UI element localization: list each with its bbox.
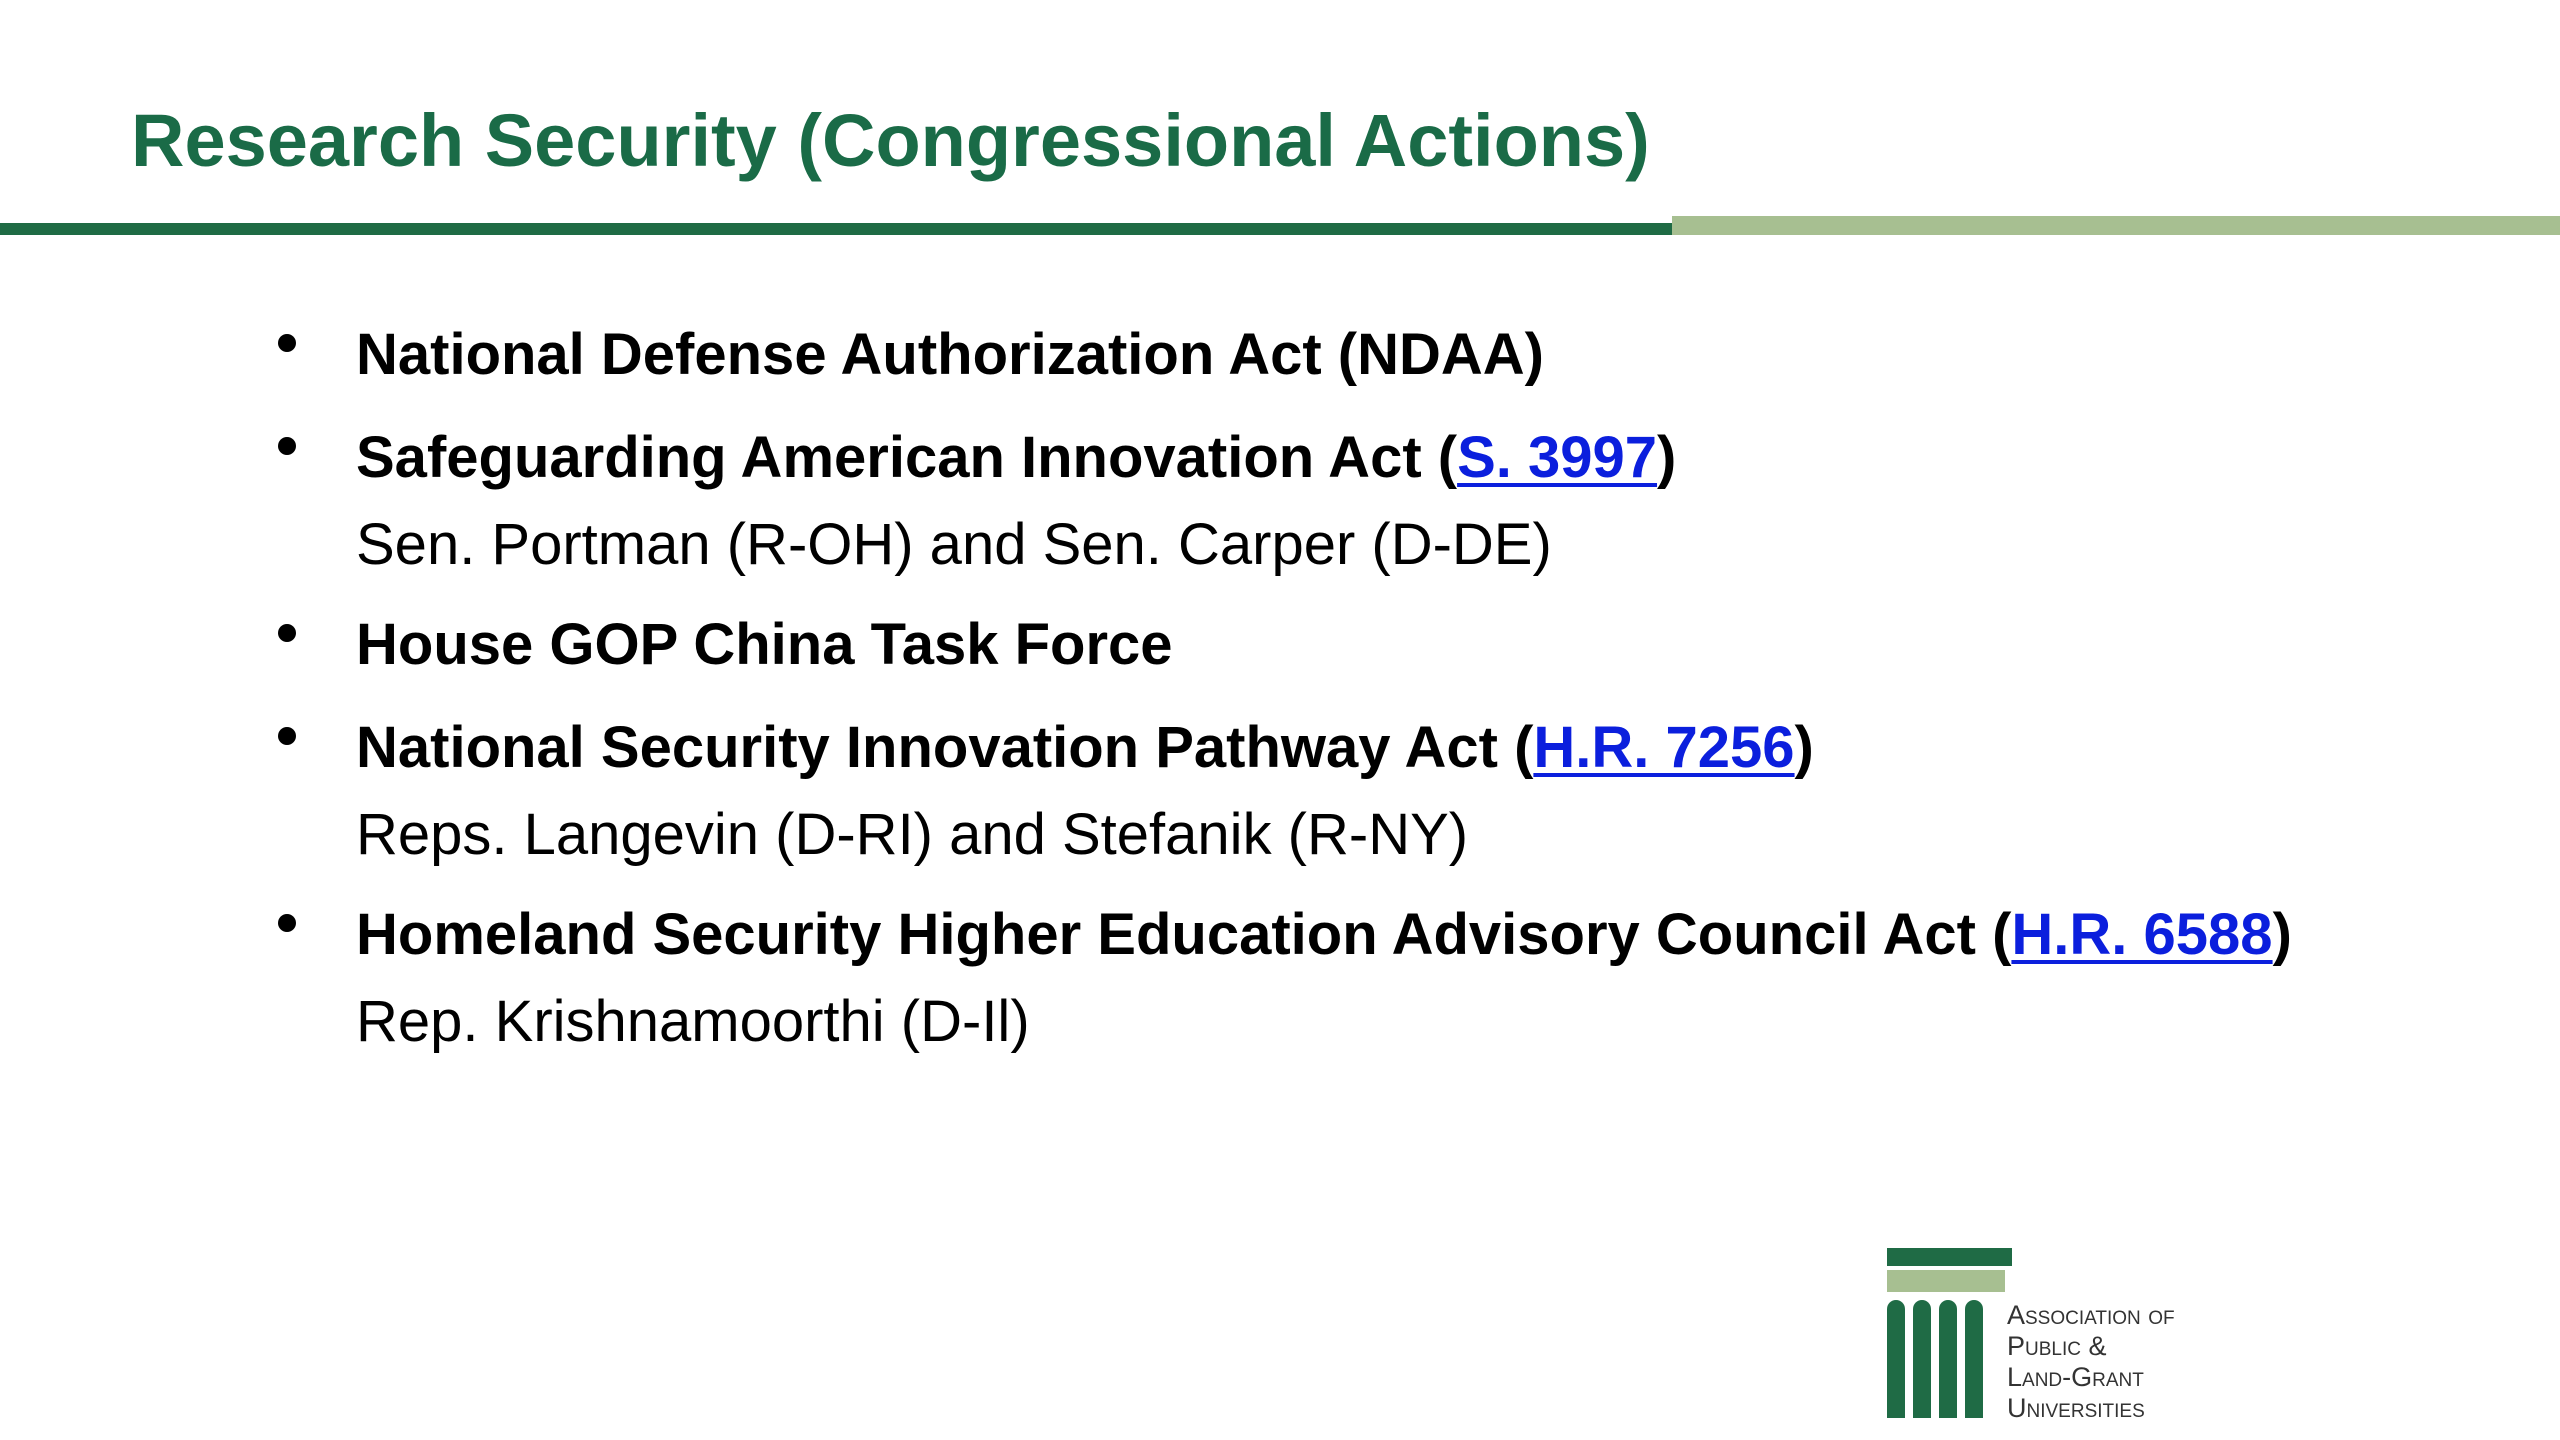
bullet-icon xyxy=(278,334,296,352)
item-sponsors: Sen. Portman (R-OH) and Sen. Carper (D-DE) xyxy=(356,512,1552,577)
item-title-text: House GOP China Task Force xyxy=(356,612,1173,677)
list-item-ndaa xyxy=(270,310,2530,400)
item-title xyxy=(356,310,2530,400)
logo-column xyxy=(1939,1300,1957,1418)
slide-title: Research Security (Congressional Actions) xyxy=(131,99,1650,182)
logo-line-3: Land-Grant xyxy=(2007,1362,2144,1392)
title-rule-light xyxy=(1672,216,2560,235)
list-item-advisory-council-act xyxy=(270,890,2530,1064)
logo-line-4: Universities xyxy=(2007,1393,2145,1423)
logo-line-1: Association of xyxy=(2007,1300,2175,1330)
bullet-icon xyxy=(278,624,296,642)
bullet-icon xyxy=(278,727,296,745)
bullet-icon xyxy=(278,914,296,932)
item-sponsors: Rep. Krishnamoorthi (D-Il) xyxy=(356,989,1030,1054)
item-title-suffix: ) xyxy=(1794,715,1814,780)
item-title xyxy=(356,600,2530,690)
item-title xyxy=(356,413,2530,503)
item-sponsors: Reps. Langevin (D-RI) and Stefanik (R-NY) xyxy=(356,802,1469,867)
bill-link-s3997[interactable]: S. 3997 xyxy=(1457,425,1658,490)
item-title-suffix: ) xyxy=(1657,425,1677,490)
logo-column xyxy=(1887,1300,1905,1418)
list-item-china-task-force xyxy=(270,600,2530,690)
aplu-logo xyxy=(1887,1248,2227,1423)
logo-column xyxy=(1913,1300,1931,1418)
item-title-suffix: ) xyxy=(2272,902,2292,967)
item-title xyxy=(356,890,2530,980)
logo-line-2: Public & xyxy=(2007,1331,2107,1361)
list-item-safeguarding-act xyxy=(270,413,2530,587)
logo-cap-band xyxy=(1887,1270,2005,1292)
bill-link-hr6588[interactable]: H.R. 6588 xyxy=(2011,902,2273,967)
bullet-icon xyxy=(278,437,296,455)
item-title xyxy=(356,703,2530,793)
bullet-list xyxy=(270,310,2530,1077)
columns-logo-icon xyxy=(1887,1248,2012,1266)
item-title-text: National Security Innovation Pathway Act ( xyxy=(356,715,1534,780)
item-title-text: Homeland Security Higher Education Advisory Council Act ( xyxy=(356,902,2012,967)
item-title-text: National Defense Authorization Act (NDAA) xyxy=(356,322,1544,387)
logo-column xyxy=(1965,1300,1983,1418)
title-rule-dark xyxy=(0,223,1672,235)
logo-wordmark xyxy=(2007,1300,2175,1424)
bill-link-hr7256[interactable]: H.R. 7256 xyxy=(1533,715,1795,780)
item-title-text: Safeguarding American Innovation Act ( xyxy=(356,425,1458,490)
list-item-innovation-pathway-act xyxy=(270,703,2530,877)
